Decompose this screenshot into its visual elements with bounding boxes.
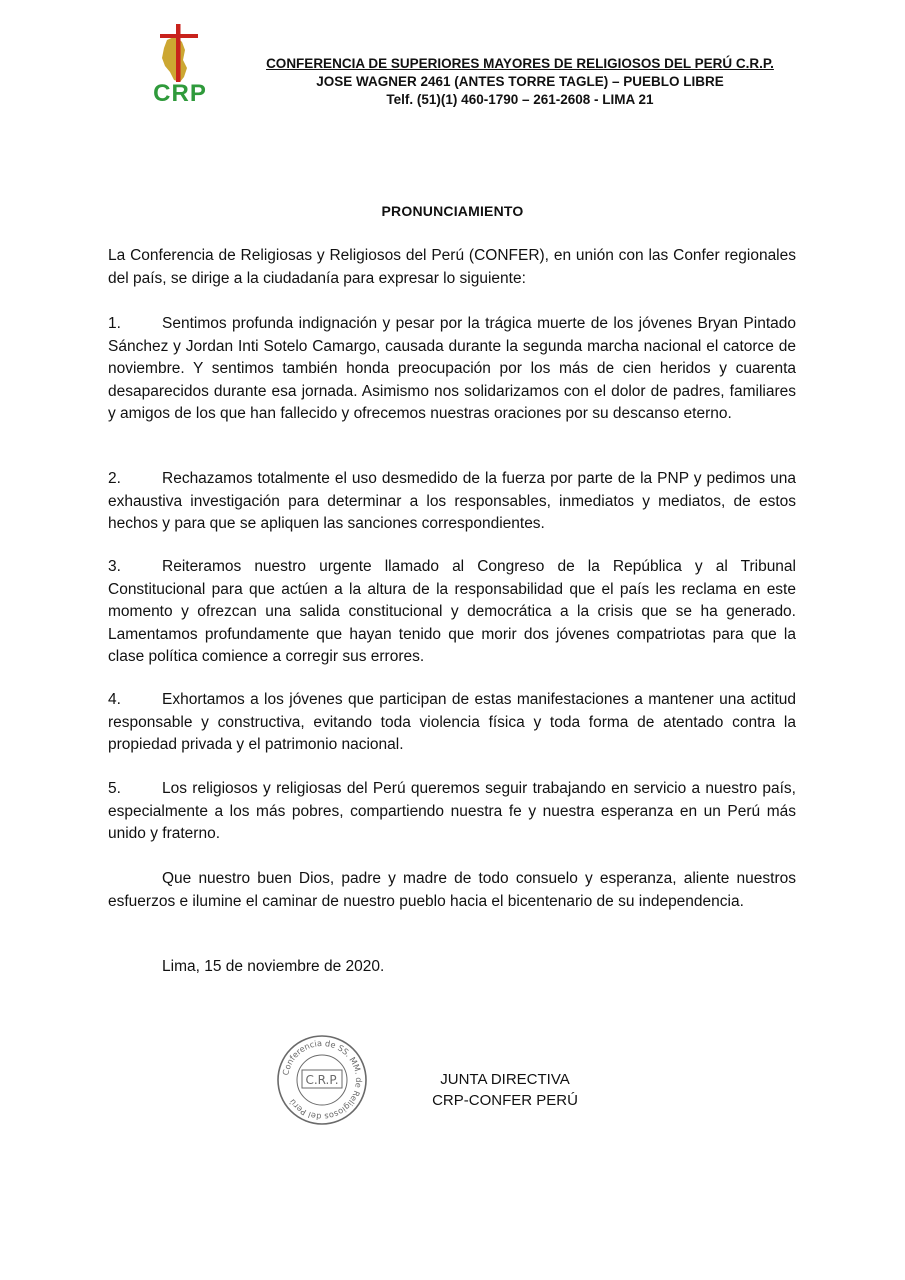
point-5-number: 5. — [108, 780, 121, 797]
point-2-paragraph — [108, 468, 796, 536]
point-3-number: 3. — [108, 558, 121, 575]
logo-text: CRP — [153, 80, 207, 104]
point-2-number: 2. — [108, 470, 121, 487]
point-3-paragraph — [108, 556, 796, 669]
signature-block — [420, 1069, 590, 1111]
closing-paragraph-text — [108, 868, 796, 913]
point-5-paragraph — [108, 778, 796, 846]
closing-paragraph — [108, 868, 796, 913]
point-1-number: 1. — [108, 315, 121, 332]
letterhead-phone: Telf. (51)(1) 460-1790 – 261-2608 - LIMA 21 — [386, 92, 654, 107]
document-date: Lima, 15 de noviembre de 2020. — [162, 958, 385, 975]
point-2-text: Rechazamos totalmente el uso desmedido de la fuerza por parte de la PNP y pedimos una exhaustiva investigación para determinar a los responsables, inmediatos y mediatos, de estos hechos y para que se apliquen las sanciones correspondientes. — [108, 470, 796, 532]
letterhead — [240, 55, 800, 109]
letterhead-address: JOSE WAGNER 2461 (ANTES TORRE TAGLE) – PUEBLO LIBRE — [316, 74, 724, 89]
cross-vertical — [176, 24, 181, 82]
point-4-text: Exhortamos a los jóvenes que participan de estas manifestaciones a mantener una actitud responsable y constructiva, evitando toda violencia física y toda forma de atentado contra la propiedad privada y el patrimonio nacional. — [108, 691, 796, 753]
intro-text: La Conferencia de Religiosas y Religiosos del Perú (CONFER), en unión con las Confer regionales del país, se dirige a la ciudadanía para expresar lo siguiente: — [108, 247, 796, 287]
point-3 — [108, 556, 796, 669]
official-seal — [276, 1034, 368, 1126]
seal-center-text: C.R.P. — [305, 1073, 339, 1087]
signature-line-1: JUNTA DIRECTIVA — [440, 1071, 570, 1088]
signature-line-2: CRP-CONFER PERÚ — [432, 1092, 578, 1109]
document-title: PRONUNCIAMIENTO — [381, 203, 524, 219]
point-5 — [108, 778, 796, 846]
seal-ring-textpath: Conferencia de SS. MM. de Religiosos del Perú — [280, 1037, 365, 1123]
crp-logo — [140, 22, 220, 104]
letterhead-organization: CONFERENCIA DE SUPERIORES MAYORES DE RELIGIOSOS DEL PERÚ C.R.P. — [266, 56, 774, 71]
cross-horizontal — [160, 34, 198, 38]
point-3-text: Reiteramos nuestro urgente llamado al Congreso de la República y al Tribunal Constitucional para que actúen a la altura de la responsabilidad que el país les reclama en este momento y ofrezcan una salida constitucional y democrática a la crisis que se ha generado. Lamentamos profundamente que hayan tenido que morir dos jóvenes compatriotas para que la clase política comience a corregir sus errores. — [108, 558, 796, 665]
intro-paragraph — [108, 245, 796, 290]
point-1 — [108, 313, 796, 426]
point-4-number: 4. — [108, 691, 121, 708]
point-5-text: Los religiosos y religiosas del Perú queremos seguir trabajando en servicio a nuestro país, especialmente a los más pobres, compartiendo nuestra fe y nuestra esperanza en un Perú más unido y fraterno. — [108, 780, 796, 842]
closing-text: Que nuestro buen Dios, padre y madre de todo consuelo y esperanza, aliente nuestros esfuerzos e ilumine el caminar de nuestro pueblo hacia el bicentenario de su independencia. — [108, 870, 796, 910]
point-4-paragraph — [108, 689, 796, 757]
peru-map-shape — [162, 36, 187, 82]
point-2 — [108, 468, 796, 536]
point-4 — [108, 689, 796, 757]
point-1-paragraph — [108, 313, 796, 426]
point-1-text: Sentimos profunda indignación y pesar por la trágica muerte de los jóvenes Bryan Pintado Sánchez y Jordan Inti Sotelo Camargo, causada durante la segunda marcha nacional el catorce de noviembre. Y sentimos también honda preocupación por los más de cien heridos y cuarenta desaparecidos durante esa jornada. Asimismo nos solidarizamos con el dolor de padres, familiares y amigos de los que han fallecido y ofrecemos nuestras oraciones por su descanso eterno. — [108, 315, 796, 422]
